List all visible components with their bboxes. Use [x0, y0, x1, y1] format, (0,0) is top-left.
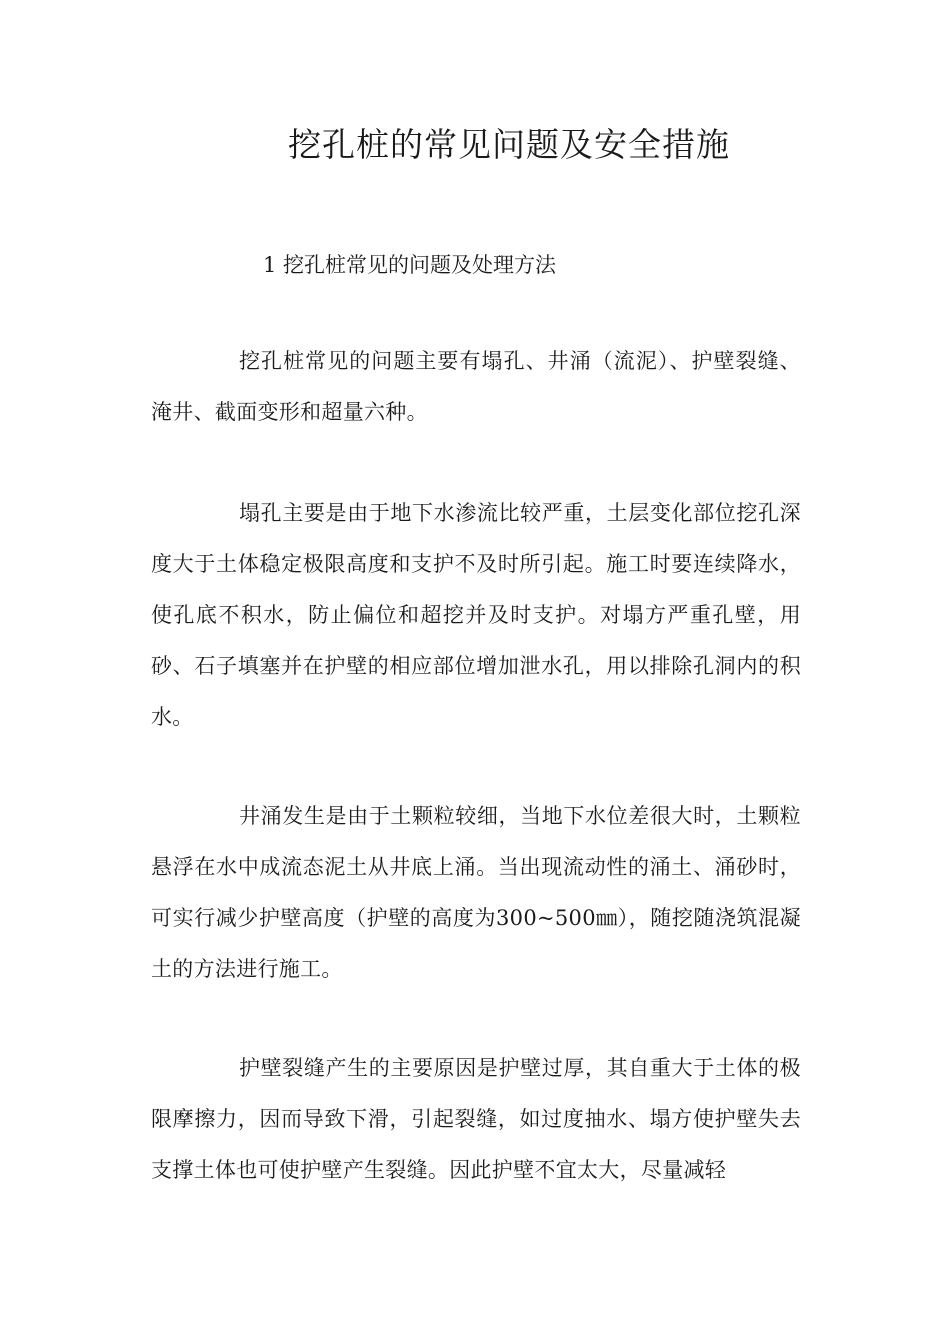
paragraph-wall-cracks: 护壁裂缝产生的主要原因是护壁过厚，其自重大于土体的极限摩擦力，因而导致下滑，引起裂缝，如过度抽水、塌方使护壁失去支撑土体也可使护壁产生裂缝。因此护壁不宜太大，尽量减轻	[151, 1056, 801, 1182]
paragraph-collapse: 塌孔主要是由于地下水渗流比较严重，土层变化部位挖孔深度大于土体稳定极限高度和支护不及时所引起。施工时要连续降水，使孔底不积水，防止偏位和超挖并及时支护。对塌方严重孔壁，用砂、石子填塞并在护壁的相应部位增加泄水孔，用以排除孔洞内的积水。	[151, 501, 801, 729]
paragraph-well-surge: 井涌发生是由于土颗粒较细，当地下水位差很大时，土颗粒悬浮在水中成流态泥土从井底上涌。当出现流动性的涌土、涌砂时，可实行减少护壁高度（护壁的高度为300~500㎜），随挖随浇筑混凝土的方法进行施工。	[151, 804, 801, 981]
document-title: 挖孔桩的常见问题及安全措施	[288, 125, 730, 164]
section-heading: 1 挖孔桩常见的问题及处理方法	[263, 253, 557, 277]
paragraph-common-problems: 挖孔桩常见的问题主要有塌孔、井涌（流泥）、护壁裂缝、淹井、截面变形和超量六种。	[151, 349, 801, 424]
